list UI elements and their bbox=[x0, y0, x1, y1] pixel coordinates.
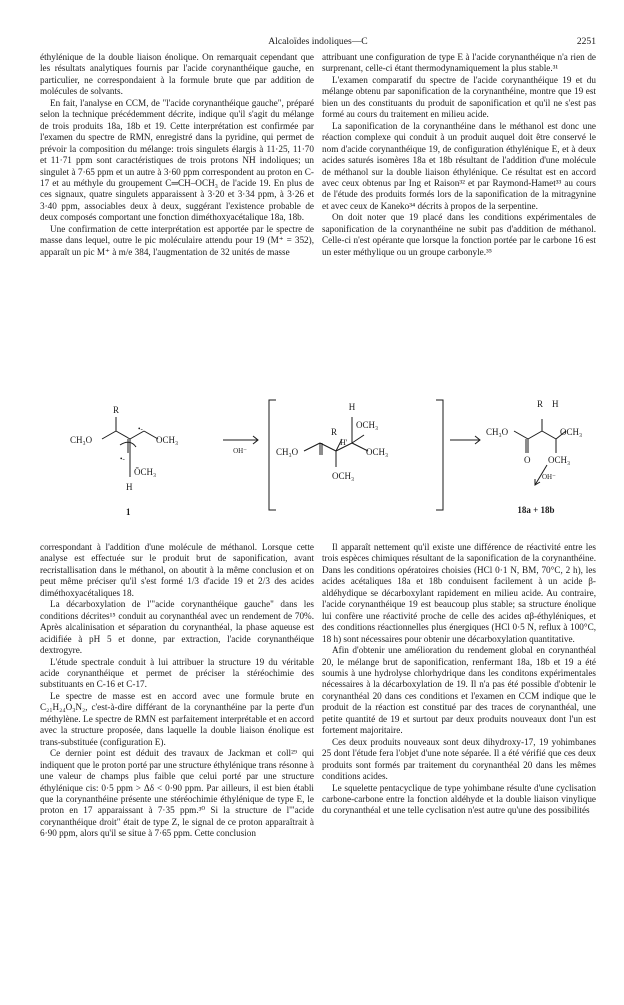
paragraph: La saponification de la corynanthéine dans le méthanol est donc une réaction complexe qui conduit à un produit auquel doit être conservé le nom d'acide corynanthéique 19, de configuration éthylénique E, et à deux acides saturés isomères 18a et 18b résultant de l'addition d'une molécule de méthanol sur la double liaison éthylénique. Ce résultat est en accord avec ceux obtenus par Ing et Raison³² et par Raymond-Hamet³³ au cours de l'étude des produits formés lors de la saponification de la mitragynine et avec ceux de Kaneko³⁴ décrits à propos de la serpentine. bbox=[322, 120, 596, 211]
paragraph: Une confirmation de cette interprétation est apportée par le spectre de masse dans lequel, outre le pic moléculaire attendu pour 19 (M⁺ = 352), apparaît un pic M⁺ à m/e 384, l'augmentation de 32 unités de masse bbox=[40, 223, 314, 257]
reaction-scheme-svg bbox=[40, 395, 596, 525]
paragraph: correspondant à l'addition d'une molécule de méthanol. Lorsque cette analyse est effectuée sur le produit brut de saponification, avant recristallisation dans le méthanol, on aboutit à la même conclusion et on peut même préciser qu'il s'est formé 1/3 d'acide 19 et 2/3 des acides diméthoxyacétaliques 18. bbox=[40, 542, 314, 598]
s3-h: H bbox=[552, 399, 559, 409]
paragraph: attribuant une configuration de type E à l'acide corynanthéique n'a rien de surprenant, celle-ci étant thermodynamiquement la plus stable.³¹ bbox=[322, 52, 596, 74]
paragraph: Afin d'obtenir une amélioration du rendement global en corynanthéal 20, le mélange brut de saponification, renfermant 18a, 18b et 19 a été soumis à une hydrolyse chlorhydrique dans les conditons expérimentales nécessaires à la décarboxylation de 19. Il n'a pas été possible d'obtenir le corynanthéal 20 dans ces conditions et l'examen en CCM indique que le produit de la réaction est constitué par des traces de corynanthéal, une petite quantité de 19 et surtout par deux produits nouveaux dont l'un est fortement majoritaire. bbox=[322, 645, 596, 736]
s3-ch3o: CH₃O bbox=[486, 427, 509, 437]
paragraph: Ces deux produits nouveaux sont deux dihydroxy-17, 19 yohimbanes 25 dont l'étude fera l'objet d'une note séparée. Il a été vérifié que ces deux produits sont formés par traitement du corynanthéal 20 dans les mêmes conditions acides. bbox=[322, 736, 596, 782]
s3-o: O bbox=[524, 455, 531, 465]
paragraph: L'examen comparatif du spectre de l'acide corynanthéique 19 et du mélange obtenu par saponification de la corynanthéine, montre que 19 est bien un des constituants du produit de saponification et qu'il ne s'est pas formé au cours du traitement en milieu acide. bbox=[322, 74, 596, 120]
arrow1-label: OH⁻ bbox=[233, 447, 247, 455]
column-top-right bbox=[322, 52, 596, 258]
paragraph: En fait, l'analyse en CCM, de "l'acide corynanthéique gauche", préparé selon la technique précédemment décrite, indique qu'il s'agit du mélange de trois produits 18a, 18b et 19. Cette interprétation est confirmée par l'examen du spectre de RMN, enregistré dans la pyridine, qui permet de prévoir la composition du mélange: trois singulets élargis à 11·25, 11·70 et 11·71 ppm sont caractéristiques de trois protons NH indoliques; un singulet à 7·65 ppm et un autre à 3·60 ppm correspondent au proton en C-17 et au méthyle du groupement C═CH–OCH₃ de l'acide 19. En plus de ces signaux, quatre singulets apparaissent à 3·20 et 3·34 ppm, à 3·26 et 3·40 ppm, associables deux à deux, suggérant l'existence probable de deux composés comportant une fonction diméthoxyacétalique 18a, 18b. bbox=[40, 97, 314, 223]
s2-och3-mid: OCH₃ bbox=[366, 447, 389, 457]
paragraph: Ce dernier point est déduit des travaux de Jackman et coll²⁹ qui indiquent que le proton porté par une structure éthylénique trans résonne à une valeur de champs plus faible que celui porté par une structure éthylénique cis: 0·5 ppm > Δδ < 0·90 ppm. Par ailleurs, il est bien établi que la corynanthéine présente une stéréochimie éthylénique de type E, le proton en 17 apparaissant à 7·35 ppm.³⁰ Si la structure de l'"acide corynanthéique droit" était de type Z, le signal de ce proton apparaîtrait à 6·90 ppm, alors qu'il se situe à 7·65 ppm. Cette conclusion bbox=[40, 748, 314, 839]
s3-label: 18a + 18b bbox=[517, 505, 555, 515]
s2-och3-top: OCH₃ bbox=[356, 420, 379, 430]
paragraph: éthylénique de la double liaison énolique. On remarquait cependant que les résultats analytiques fournis par l'acide corynanthéique gauche, en particulier, ne correspondaient à la formule brute que par addition de molécules de solvants. bbox=[40, 52, 314, 97]
s1-dots: •- bbox=[138, 425, 143, 433]
s3-r: R bbox=[536, 399, 544, 409]
paragraph: La décarboxylation de l'"acide corynanthéique gauche" dans les conditions décrites¹⁵ conduit au corynanthéal avec un rendement de 70%. Après alcalinisation et séparation du corynanthéal, la phase aqueuse est acidifiée à pH 5 et donne, par extraction, l'acide corynanthéique dextrogyre. bbox=[40, 599, 314, 656]
paragraph: L'étude spectrale conduit à lui attribuer la structure 19 du véritable acide corynanthéique et permet de préciser la stéréochimie des substituants en C-16 et C-17. bbox=[40, 656, 314, 690]
s3-och3-b: OCH₃ bbox=[548, 455, 571, 465]
paragraph: Il apparaît nettement qu'il existe une différence de réactivité entre les trois espèces chimiques résultant de la saponification de la corynanthéine. Dans les conditions opératoires choisies (HCl 0·1 N, BM, 70°C, 2 h), les acides acétaliques 18a et 18b conduisent facilement à un acide β-aldéhydique se décarboxylant rapidement en milieu acide. Au contraire, l'acide corynanthéique 19 est beaucoup plus stable; sa structure énolique lui confère une réactivité proche de celle des acides αβ-éthyléniques, et des conditions réactionnelles plus énergiques (HCl 0·5 N, reflux à 100°C, 18 h) sont nécessaires pour obtenir une décarboxylation quantitative. bbox=[322, 542, 596, 644]
column-bottom-left bbox=[40, 542, 314, 840]
reaction-scheme bbox=[40, 395, 596, 525]
s2-h: H bbox=[348, 402, 356, 412]
s2-r: R bbox=[330, 427, 338, 437]
s1-label: 1 bbox=[126, 507, 131, 517]
column-top-left bbox=[40, 52, 314, 258]
s2-ch3o: CH₃O bbox=[276, 447, 299, 457]
s1-dots-2: •- bbox=[120, 455, 125, 463]
s1-och3-b: ŌCH₃ bbox=[134, 467, 157, 477]
arrow3-label: OH⁻ bbox=[542, 473, 556, 481]
page-number: 2251 bbox=[576, 36, 596, 47]
s1-ch3o: CH₃O bbox=[70, 435, 93, 445]
s3-och3: OCH₃ bbox=[560, 427, 583, 437]
page-header bbox=[40, 36, 596, 50]
running-title: Alcaloïdes indoliques—C bbox=[268, 36, 368, 47]
paragraph: Le squelette pentacyclique de type yohimbane résulte d'une cyclisation carbone-carbone entre la fonction aldéhyde et la double liaison vinylique du corynanthéal et une telle cyclisation n'est autre qu'une des possibilités bbox=[322, 782, 596, 816]
s2-hprime: H' bbox=[340, 438, 348, 447]
column-bottom-right bbox=[322, 542, 596, 817]
s1-h: H bbox=[126, 482, 133, 492]
s1-och3: OCH₃ bbox=[156, 435, 179, 445]
s2-och3-bot: OCH₃ bbox=[332, 471, 355, 481]
paragraph: On doit noter que 19 placé dans les conditions expérimentales de saponification de la corynanthéine ne subit pas d'addition de méthanol. Celle-ci n'est opérante que lorsque la fonction portée par le carbone 16 est un ester méthylique ou un groupe carbonyle.³⁵ bbox=[322, 212, 596, 257]
paragraph: Le spectre de masse est en accord avec une formule brute en C₂₁H₂₄O₃N₂, c'est-à-dire différant de la corynanthéine par la perte d'un méthylène. Le spectre de RMN est parfaitement interprétable et en accord avec la structure proposée, dans laquelle la double liaison énolique est trans-substituée (configuration E). bbox=[40, 690, 314, 747]
s1-r: R bbox=[112, 405, 120, 415]
